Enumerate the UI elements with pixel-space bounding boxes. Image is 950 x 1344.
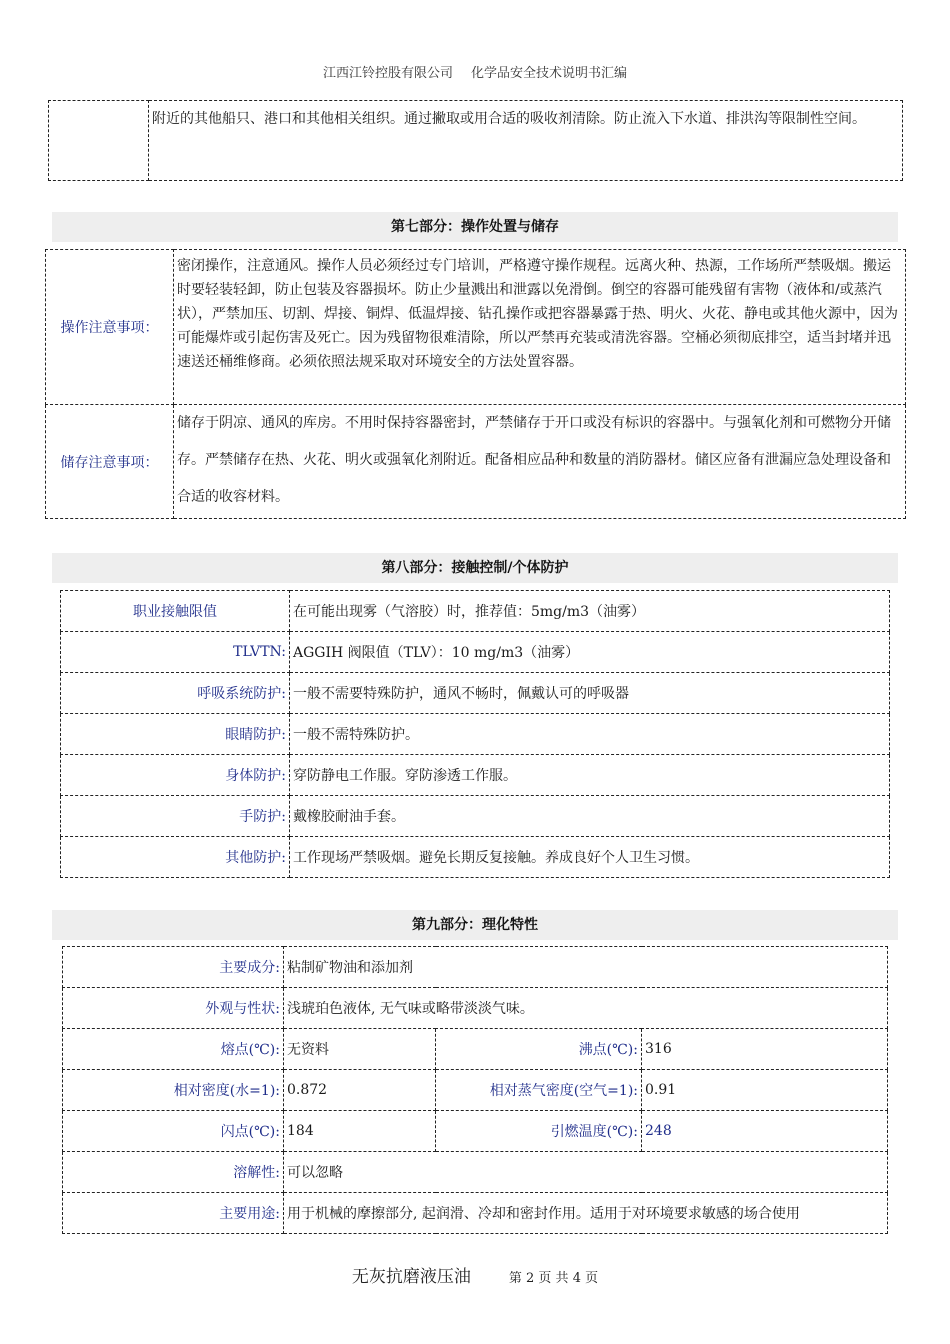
hand-protection-value: 戴橡胶耐油手套。 (290, 796, 890, 837)
other-protection-label: 其他防护: (61, 837, 290, 878)
exposure-limit-value: 在可能出现雾（气溶胶）时，推荐值：5mg/m3（油雾） (290, 591, 890, 632)
table-row (63, 1029, 888, 1070)
flash-point-value: 184 (284, 1111, 436, 1152)
respiratory-protection-value: 一般不需要特殊防护，通风不畅时，佩戴认可的呼吸器 (290, 673, 890, 714)
section9-table (62, 946, 888, 1234)
boiling-point-label: 沸点(℃): (436, 1029, 642, 1070)
ignition-temperature-label: 引燃温度(℃): (436, 1111, 642, 1152)
storage-value: 储存于阴凉、通风的库房。不用时保持容器密封，严禁储存于开口或没有标识的容器中。与强氧化剂和可燃物分开储存。严禁储存在热、火花、明火或强氧化剂附近。配备相应品种和数量的消防器材。储区应备有泄漏应急处理设备和合适的收容材料。 (174, 405, 906, 519)
table-row (63, 1111, 888, 1152)
eye-protection-label: 眼睛防护: (61, 714, 290, 755)
main-component-label: 主要成分: (63, 947, 284, 988)
body-protection-label: 身体防护: (61, 755, 290, 796)
section8-title: 第八部分：接触控制/个体防护 (52, 553, 898, 583)
section7-table (45, 249, 906, 519)
table-row (61, 796, 890, 837)
page-header (0, 62, 950, 81)
page-number: 第 2 页 共 4 页 (508, 1271, 599, 1286)
main-use-label: 主要用途: (63, 1193, 284, 1234)
table-row (63, 988, 888, 1029)
table-row (61, 837, 890, 878)
table-row (63, 1152, 888, 1193)
flash-point-label: 闪点(℃): (63, 1111, 284, 1152)
boiling-point-value: 316 (642, 1029, 888, 1070)
relative-vapor-density-label: 相对蒸气密度(空气=1): (436, 1070, 642, 1111)
product-name: 无灰抗磨液压油 (351, 1267, 471, 1287)
exposure-limit-label: 职业接触限值 (61, 591, 290, 632)
table-row (46, 405, 906, 519)
table-row (61, 632, 890, 673)
handling-label: 操作注意事项： (46, 250, 174, 405)
storage-label: 储存注意事项： (46, 405, 174, 519)
solubility-label: 溶解性: (63, 1152, 284, 1193)
tlvtn-value: AGGIH 阀限值（TLV）：10 mg/m3（油雾） (290, 632, 890, 673)
respiratory-protection-label: 呼吸系统防护: (61, 673, 290, 714)
handling-value: 密闭操作，注意通风。操作人员必须经过专门培训，严格遵守操作规程。远离火种、热源，工作场所严禁吸烟。搬运时要轻装轻卸，防止包装及容器损坏。防止少量溅出和泄露以免滑倒。倒空的容器可能残留有害物（液体和/或蒸汽状），严禁加压、切割、焊接、铜焊、低温焊接、钻孔操作或把容器暴露于热、明火、火花、静电或其他火源中，因为可能爆炸或引起伤害及死亡。因为残留物很难清除，所以严禁再充装或清洗容器。空桶必须彻底排空，适当封堵并迅速送还桶维修商。必须依照法规采取对环境安全的方法处置容器。 (174, 250, 906, 405)
appearance-label: 外观与性状: (63, 988, 284, 1029)
table-row (63, 947, 888, 988)
melting-point-value: 无资料 (284, 1029, 436, 1070)
section6-continuation-table (48, 100, 903, 181)
company-name: 江西江铃控股有限公司 (322, 66, 453, 81)
relative-vapor-density-value: 0.91 (642, 1070, 888, 1111)
ignition-temperature-value: 248 (642, 1111, 888, 1152)
table-row (46, 250, 906, 405)
eye-protection-value: 一般不需特殊防护。 (290, 714, 890, 755)
solubility-value: 可以忽略 (284, 1152, 888, 1193)
relative-density-label: 相对密度(水=1): (63, 1070, 284, 1111)
section6-empty-label-cell (49, 101, 149, 181)
hand-protection-label: 手防护: (61, 796, 290, 837)
appearance-value: 浅琥珀色液体, 无气味或略带淡淡气味。 (284, 988, 888, 1029)
table-row (61, 591, 890, 632)
section8-table (60, 590, 890, 878)
table-row (61, 755, 890, 796)
main-component-value: 粘制矿物油和添加剂 (284, 947, 888, 988)
table-row (61, 714, 890, 755)
section7-title: 第七部分：操作处置与储存 (52, 212, 898, 242)
section6-continuation-text: 附近的其他船只、港口和其他相关组织。通过撇取或用合适的吸收剂清除。防止流入下水道、排洪沟等限制性空间。 (149, 101, 903, 181)
section9-title: 第九部分：理化特性 (52, 910, 898, 940)
table-row (63, 1193, 888, 1234)
table-row (63, 1070, 888, 1111)
page-footer (0, 1262, 950, 1287)
other-protection-value: 工作现场严禁吸烟。避免长期反复接触。养成良好个人卫生习惯。 (290, 837, 890, 878)
relative-density-value: 0.872 (284, 1070, 436, 1111)
tlvtn-label: TLVTN: (61, 632, 290, 673)
document-title: 化学品安全技术说明书汇编 (471, 66, 628, 81)
melting-point-label: 熔点(℃): (63, 1029, 284, 1070)
table-row (61, 673, 890, 714)
main-use-value: 用于机械的摩擦部分, 起润滑、冷却和密封作用。适用于对环境要求敏感的场合使用 (284, 1193, 888, 1234)
body-protection-value: 穿防静电工作服。穿防渗透工作服。 (290, 755, 890, 796)
